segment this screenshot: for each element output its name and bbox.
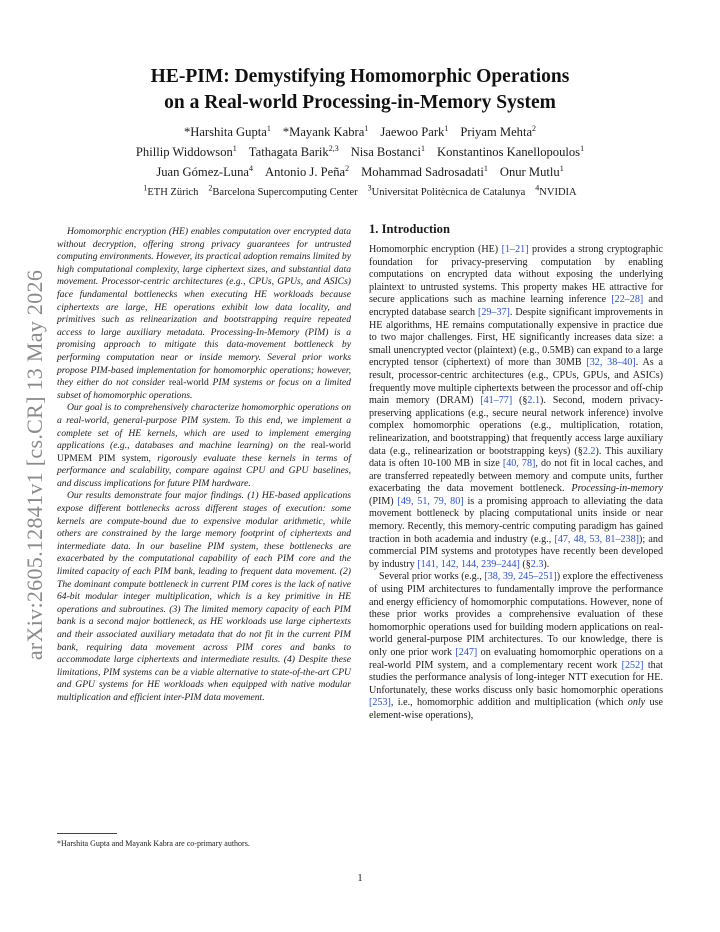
title-line-1: HE-PIM: Demystifying Homomorphic Operations	[150, 66, 570, 87]
author-affiliation-mark: 1	[444, 123, 449, 133]
introduction-body	[369, 244, 663, 723]
citation-link[interactable]: [253]	[369, 697, 391, 709]
citation-link[interactable]: [49, 51, 79, 80]	[397, 495, 464, 507]
affiliation-mark: 4	[535, 183, 540, 193]
author-affiliation-mark: 1	[421, 143, 426, 153]
citation-link[interactable]: [47, 48, 53, 81–238]	[554, 533, 640, 545]
author-affiliation-mark: 2,3	[328, 143, 339, 153]
footnote: *Harshita Gupta and Mayank Kabra are co-primary authors.	[57, 839, 250, 848]
abstract-paragraph	[57, 490, 351, 704]
abstract	[57, 226, 351, 705]
author-affiliation-mark: 1	[266, 123, 271, 133]
affiliation-list	[60, 183, 660, 198]
author-name: Priyam Mehta$^2$	[460, 123, 537, 139]
author-name: Nisa Bostanci$^1$	[350, 143, 426, 159]
author-affiliation-mark: 1	[580, 143, 585, 153]
author-affiliation-mark: 2	[345, 163, 350, 173]
author-name: Phillip Widdowson$^1$	[135, 143, 237, 159]
author-line	[60, 122, 660, 142]
affiliation-mark: 2	[208, 183, 213, 193]
affiliation-mark: 1	[143, 183, 148, 193]
section-heading: 1. Introduction	[369, 222, 450, 236]
citation-link[interactable]: [41–77]	[480, 395, 513, 407]
citation-link[interactable]: 2.2	[582, 445, 596, 457]
citation-link[interactable]: [1–21]	[501, 244, 529, 255]
author-affiliation-mark: 1	[559, 163, 564, 173]
abstract-text: Our goal is to comprehensively characterize homomorphic operations on a real-world, general-purpose PIM system. To this end, we implement a complete set of HE kernels, which are used to implement emerging applications (e.g., databases and machine learning) on the	[57, 402, 351, 452]
affiliation: $^1$ETH Zürich	[143, 183, 199, 198]
arxiv-stamp	[20, 255, 50, 675]
author-name: Onur Mutlu$^1$	[499, 163, 564, 179]
author-name: Tathagata Barik$^{2,3}$	[248, 143, 339, 159]
abstract-upright-text: real-world UPMEM PIM system,	[57, 440, 351, 464]
abstract-text: Homomorphic encryption (HE) enables computation over encrypted data without decryption, offering strong privacy guarantees for untrusted computing environments. However, its practical adoption remains limited by high computational complexity, large ciphertext sizes, and substantial data movement. Processor-centric architectures (e.g., CPUs, GPUs, and ASICs) face fundamental bottlenecks when executing HE workloads because ciphertexts are large, HE operations exhibit low data locality, and primitives such as relinearization and bootstrapping require repeated access to large auxiliary metadata. Processing-In-Memory (PIM) is a promising approach to mitigate this data-movement bottleneck by performing computation near or inside memory. Several prior works propose PIM-based implementation for homomorphic operations; however, they either do not consider	[57, 226, 351, 389]
abstract-text: rigorously evaluate these kernels in terms of performance and scalability, compare against CPU and GPU baselines, and discuss implications for future PIM hardware.	[57, 452, 352, 489]
page-number: 1	[357, 873, 363, 884]
citation-link[interactable]: 2.1	[527, 395, 541, 407]
author-affiliation-mark: 1	[364, 123, 369, 133]
author-name: Antonio J. Peña$^2$	[264, 163, 350, 179]
citation-link[interactable]: [252]	[621, 659, 644, 671]
emphasis-text: only	[627, 697, 646, 709]
author-name: *Mayank Kabra$^1$	[282, 123, 369, 139]
citation-link[interactable]: [40, 78]	[502, 458, 536, 470]
abstract-paragraph	[57, 226, 351, 402]
citation-link[interactable]: [22–28]	[611, 294, 644, 306]
author-name: Mohammad Sadrosadati$^1$	[361, 163, 488, 179]
title-line-2: on a Real-world Processing-in-Memory System	[164, 92, 556, 113]
author-affiliation-mark: 4	[248, 163, 253, 173]
citation-link[interactable]: [141, 142, 144, 239–244]	[417, 558, 520, 570]
author-list	[60, 122, 660, 182]
author-name: Jaewoo Park$^1$	[380, 123, 449, 139]
author-line	[60, 162, 660, 182]
abstract-upright-text: real-world	[168, 377, 209, 389]
author-name: Konstantinos Kanellopoulos$^1$	[437, 143, 585, 159]
author-name: *Harshita Gupta$^1$	[183, 123, 271, 139]
intro-paragraph: Homomorphic encryption (HE) [1–21] provides a strong cryptographic foundation for privacy-preserving computation by enabling computations on encrypted data without exposing the underlying plaintext to untrusted systems. This property makes HE attractive for secure applications such as machine learning inference [22–28] and encrypted database search [29–37]. Despite significant improvements in HE algorithms, HE remains computationally expensive in practice due to two major challenges. First, HE significantly increases data size: a small unencrypted vector (plaintext) (e.g., 0.5MB) can expand to a large encrypted tensor (ciphertext) of more than 30MB [32, 38–40]. As a result, processor-centric architectures (e.g., CPUs, GPUs, and ASICs) frequently move multiple ciphertexts between the processor and off-chip main memory (DRAM) [41–77] (§2.1). Second, modern privacy-preserving applications (e.g., secure neural network inference) involve complex homomorphic operations (e.g., multiplication, rotation, relinearization, and bootstrapping) that frequently access large auxiliary data (e.g., relinearization or bootstrapping keys) (§2.2). This auxiliary data is often 10-100 MB in size [40, 78], do not fit in local caches, and are transferred repeatedly between memory and compute units, further exacerbating the data movement bottleneck. Processing-in-memory (PIM) [49, 51, 79, 80] is a promising approach to alleviating the data movement bottleneck by placing computational units inside or near memory. Recently, this memory-centric computing paradigm has gained traction in both academia and industry (e.g., [47, 48, 53, 81–238]); and commercial PIM systems and prototypes have recently been developed by industry [141, 142, 144, 239–244] (§2.3).	[369, 244, 664, 570]
intro-paragraph: Several prior works (e.g., [38, 39, 245–251]) explore the effectiveness of using PIM architectures to fundamentally improve the performance and energy efficiency of homomorphic computations. However, none of these prior works provides a comprehensive evaluation of these homomorphic operations used for building modern applications on real-world general-purpose PIM architectures. To our knowledge, there is only one prior work [247] on evaluating homomorphic operations on a real-world PIM system, and a complementary recent work [252] that studies the performance analysis of long-integer NTT execution for HE. Unfortunately, these works discuss only basic homomorphic operations [253], i.e., homomorphic addition and multiplication (which only use element-wise operations),	[369, 571, 663, 721]
abstract-paragraph	[57, 402, 351, 490]
citation-link[interactable]: 2.3	[530, 558, 544, 570]
affiliation: $^2$Barcelona Supercomputing Center	[208, 183, 358, 198]
author-line	[60, 142, 660, 162]
arxiv-identifier: arXiv:2605.12841v1 [cs.CR] 13 May 2026	[22, 269, 47, 661]
citation-link[interactable]: [247]	[455, 647, 478, 658]
citation-link[interactable]: [29–37]	[477, 306, 510, 318]
abstract-text: PIM systems or focus on a limited subset of homomorphic operations.	[57, 377, 351, 401]
author-affiliation-mark: 1	[232, 143, 237, 153]
author-affiliation-mark: 1	[483, 163, 488, 173]
paper-title	[60, 64, 660, 116]
affiliation: $^3$Universitat Politècnica de Catalunya	[367, 183, 526, 198]
affiliation-mark: 3	[367, 183, 372, 193]
author-name: Juan Gómez-Luna$^4$	[156, 163, 253, 179]
citation-link[interactable]: [32, 38–40]	[586, 357, 636, 369]
footnote-rule	[57, 833, 117, 834]
citation-link[interactable]: [38, 39, 245–251]	[484, 571, 557, 583]
emphasis-text: Processing-in-memory	[571, 483, 663, 495]
affiliation: $^4$NVIDIA	[535, 183, 577, 198]
author-affiliation-mark: 2	[532, 123, 537, 133]
abstract-text: Our results demonstrate four major findings. (1) HE-based applications expose different bottlenecks across different stages of execution: some kernels are compute-bound due to expensive modular arithmetic, while others are constrained by the large memory footprint of ciphertexts and intermediate data. In our baseline PIM system, these bottlenecks are exacerbated by the computational capability of each PIM core and the limited capacity of each PIM bank, leading to frequent data movement. (2) The dominant compute bottleneck in current PIM cores is the lack of native 64-bit modular integer multiplication, which is a key primitive in HE operations and subroutines. (3) The limited memory capacity of each PIM bank is a second major bottleneck, as HE workloads use large ciphertexts and their associated auxiliary metadata that do not fit in the current PIM bank, requiring data movement across PIM cores and banks to accommodate large ciphertexts and intermediate results. (4) Despite these limitations, PIM systems can be a viable alternative to state-of-the-art CPU and GPU systems for HE workloads when equipped with native modular multiplication and efficient inter-PIM data movement.	[57, 490, 351, 703]
